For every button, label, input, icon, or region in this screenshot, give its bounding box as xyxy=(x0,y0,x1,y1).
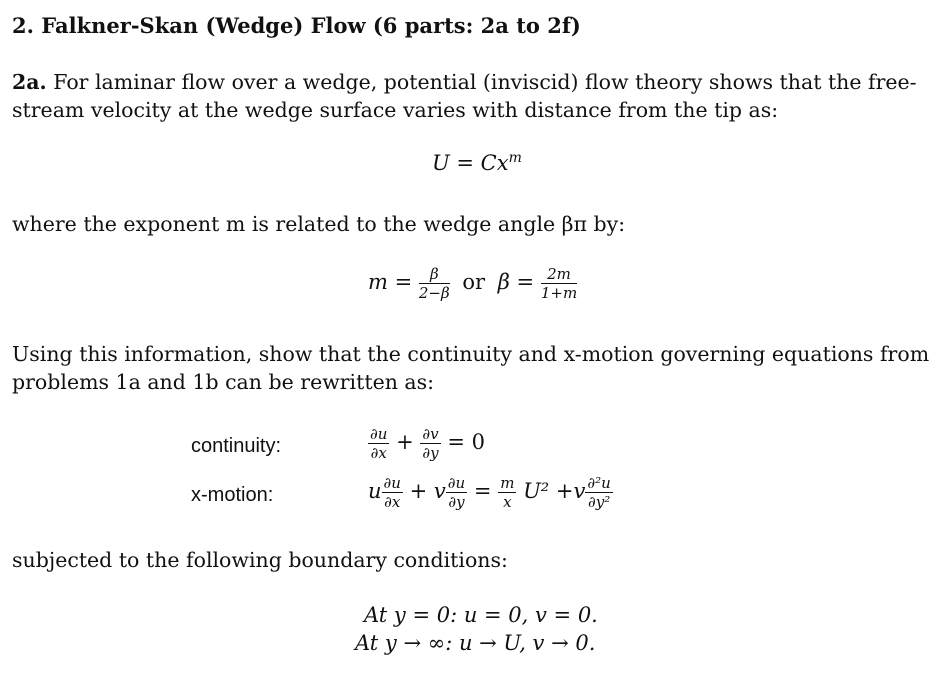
velocity-lhs: U xyxy=(432,151,450,175)
beta-lhs: β = xyxy=(497,270,535,294)
continuity-equation: $\frac{\partial u}{\partial x}$ + $\frac{\partial v}{\partial y}$ = 0 xyxy=(370,425,485,462)
m-lhs: m = xyxy=(368,270,413,294)
intro-paragraph xyxy=(12,68,917,96)
xmotion-label: x-motion: xyxy=(191,484,274,506)
continuity-label: continuity: xyxy=(191,435,282,457)
beta-fraction: $\frac{2m}{1+m}$ xyxy=(540,265,578,302)
part-label: 2a. xyxy=(12,70,47,94)
exponent-sentence: where the exponent m is related to the wedge angle βπ by: xyxy=(12,212,626,236)
section-heading: 2. Falkner-Skan (Wedge) Flow (6 parts: 2a to 2f) xyxy=(12,13,581,38)
using-line-1: Using this information, show that the continuity and x-motion governing equations from xyxy=(12,342,930,366)
m-fraction: $\frac{\beta}{2-\beta}$ xyxy=(418,265,450,302)
boundary-condition-2: At y → ∞: u → U, v → 0. xyxy=(355,631,596,655)
intro-line-2: stream velocity at the wedge surface varies with distance from the tip as: xyxy=(12,98,779,122)
intro-line-1: For laminar flow over a wedge, potential (inviscid) flow theory shows that the free- xyxy=(53,70,917,94)
velocity-exponent: m xyxy=(508,150,522,166)
velocity-equation: $U = Cx^m$ xyxy=(432,150,522,175)
boundary-conditions-intro: subjected to the following boundary conditions: xyxy=(12,548,508,572)
boundary-condition-1: At y = 0: u = 0, v = 0. xyxy=(364,603,598,627)
velocity-rhs: Cx xyxy=(480,151,509,175)
m-beta-equation xyxy=(368,265,577,302)
xmotion-equation: u $\frac{\partial u}{\partial x}$ + v $\frac{\partial u}{\partial y}$ = $\frac{m}{x}$ U² +v $\frac{\text{∂²u}}{\text{∂y²}}$ xyxy=(368,474,611,511)
or-word: or xyxy=(462,270,486,294)
using-line-2: problems 1a and 1b can be rewritten as: xyxy=(12,370,435,394)
